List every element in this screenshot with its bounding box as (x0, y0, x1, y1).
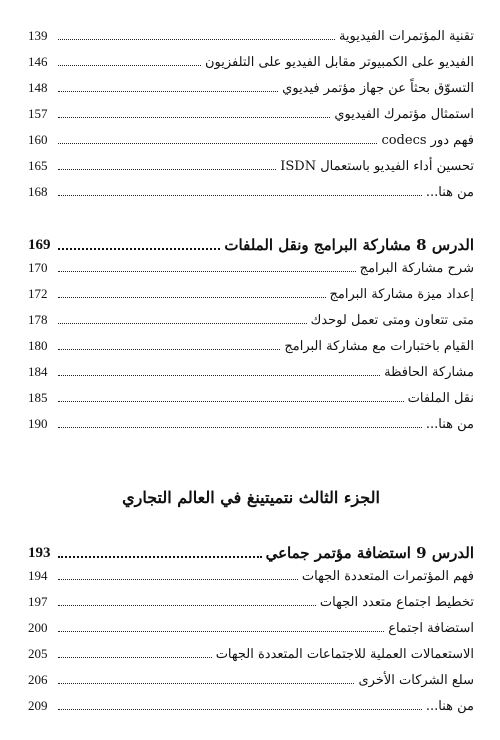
toc-entry-title: سلع الشركات الأخرى (358, 673, 474, 688)
toc-entry-title: استمثال مؤتمرك الفيديوي (334, 107, 474, 122)
toc-entry-page: 157 (28, 106, 48, 121)
toc-entry-title: تقنية المؤتمرات الفيديوية (338, 29, 474, 44)
dot-leader (58, 271, 356, 272)
toc-entry-page: 200 (28, 620, 48, 635)
toc-entry-page: 170 (28, 260, 48, 275)
toc-entry-page: 185 (28, 390, 48, 405)
dot-leader (58, 297, 326, 298)
toc-entry-title: متى تتعاون ومتى تعمل لوحدك (310, 313, 474, 328)
toc-entry-page: 178 (28, 312, 48, 327)
toc-entry (28, 286, 474, 312)
toc-entry (28, 184, 474, 210)
toc-entry (28, 158, 474, 184)
toc-entry-page: 148 (28, 80, 48, 95)
toc-entry-title: تحسين أداء الفيديو باستعمال ISDN (280, 159, 474, 174)
dot-leader (58, 91, 278, 92)
spacer (28, 442, 474, 478)
toc-entry-page: 197 (28, 594, 48, 609)
spacer (28, 518, 474, 528)
toc-entry (28, 364, 474, 390)
toc-entry (28, 698, 474, 724)
toc-entry (28, 416, 474, 442)
toc-entry (28, 80, 474, 106)
toc-entry (28, 620, 474, 646)
toc-entry-page: 168 (28, 184, 48, 199)
dot-leader (58, 143, 377, 144)
toc-entry-page: 206 (28, 672, 48, 687)
toc-entry (28, 646, 474, 672)
toc-entry-title: فهم المؤتمرات المتعددة الجهات (301, 569, 474, 584)
toc-entry-page: 172 (28, 286, 48, 301)
dot-leader (58, 248, 220, 250)
toc-entry-title: من هنا... (425, 185, 474, 200)
toc-entry-title: من هنا... (425, 417, 474, 432)
part-title: الجزء الثالث نتميتينغ في العالم التجاري (122, 488, 380, 507)
lesson-page: 169 (28, 237, 51, 253)
dot-leader (58, 556, 262, 558)
toc-entry-page: 209 (28, 698, 48, 713)
toc-entry-title: من هنا... (425, 699, 474, 714)
toc-entry-title: نقل الملفات (407, 391, 474, 406)
dot-leader (58, 39, 335, 40)
dot-leader (58, 657, 212, 658)
toc-entry-title: استضافة اجتماع (388, 621, 474, 636)
lesson-page: 193 (28, 545, 51, 561)
dot-leader (58, 579, 298, 580)
toc-section-3 (28, 478, 474, 724)
toc-entry-title: الفيديو على الكمبيوتر مقابل الفيديو على التلفزيون (204, 55, 474, 70)
toc-entry (28, 568, 474, 594)
table-of-contents (28, 28, 474, 724)
toc-entry-page: 190 (28, 416, 48, 431)
toc-section-2 (28, 220, 474, 442)
dot-leader (58, 323, 307, 324)
toc-entry (28, 672, 474, 698)
toc-entry (28, 338, 474, 364)
dot-leader (58, 65, 201, 66)
dot-leader (58, 375, 380, 376)
toc-entry (28, 260, 474, 286)
toc-entry (28, 594, 474, 620)
toc-entry (28, 28, 474, 54)
toc-entry-title: شرح مشاركة البرامج (359, 261, 474, 276)
dot-leader (58, 709, 422, 710)
toc-entry-title: الاستعمالات العملية للاجتماعات المتعددة الجهات (215, 647, 474, 662)
dot-leader (58, 349, 280, 350)
toc-section-1 (28, 28, 474, 210)
toc-entry-page: 146 (28, 54, 48, 69)
toc-entry-title: إعداد ميزة مشاركة البرامج (329, 287, 474, 302)
dot-leader (58, 195, 422, 196)
dot-leader (58, 169, 276, 170)
toc-entry (28, 312, 474, 338)
toc-entry-page: 139 (28, 28, 48, 43)
dot-leader (58, 631, 384, 632)
toc-entry-page: 165 (28, 158, 48, 173)
toc-entry (28, 390, 474, 416)
lesson-title: الدرس 9 استضافة مؤتمر جماعي (265, 544, 474, 562)
dot-leader (58, 683, 354, 684)
lesson-title: الدرس 8 مشاركة البرامج ونقل الملفات (224, 236, 474, 254)
toc-entry-page: 205 (28, 646, 48, 661)
spacer (28, 210, 474, 220)
toc-entry-page: 180 (28, 338, 48, 353)
toc-entry-title: القيام باختبارات مع مشاركة البرامج (284, 339, 474, 354)
toc-entry-title: تخطيط اجتماع متعدد الجهات (319, 595, 474, 610)
toc-entry (28, 54, 474, 80)
dot-leader (58, 605, 316, 606)
dot-leader (58, 401, 404, 402)
dot-leader (58, 427, 422, 428)
toc-entry-page: 194 (28, 568, 48, 583)
lesson-heading (28, 220, 474, 260)
toc-entry-title: مشاركة الحافظة (384, 365, 474, 380)
toc-entry-page: 184 (28, 364, 48, 379)
toc-entry (28, 132, 474, 158)
dot-leader (58, 117, 330, 118)
toc-entry-title: فهم دور codecs (381, 133, 474, 148)
toc-entry-title: التسوّق بحثاً عن جهاز مؤتمر فيديوي (282, 81, 474, 96)
toc-entry (28, 106, 474, 132)
lesson-heading (28, 528, 474, 568)
toc-entry-page: 160 (28, 132, 48, 147)
